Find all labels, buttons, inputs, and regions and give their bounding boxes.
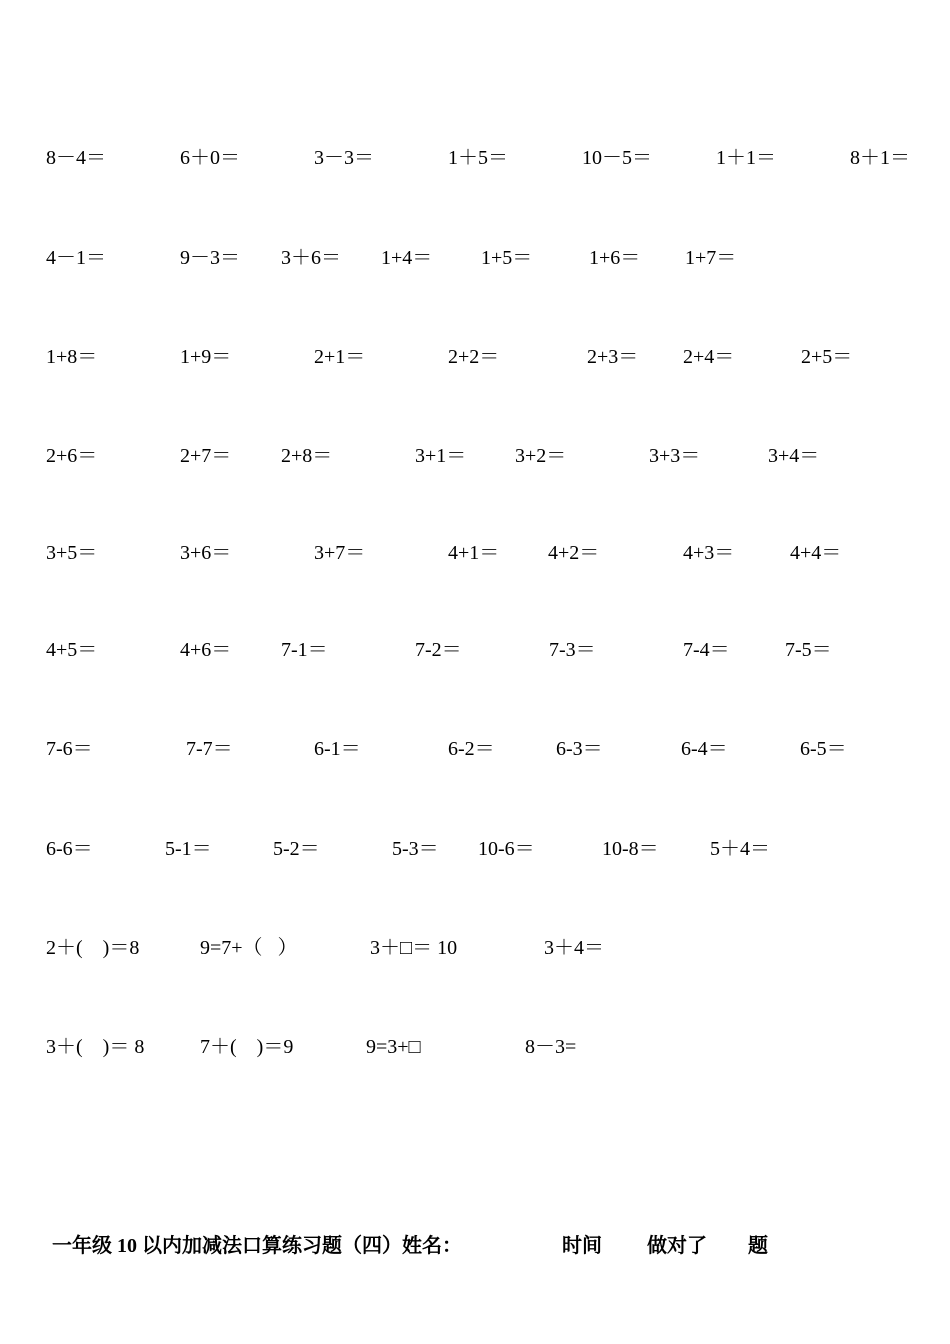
problem-row-10 bbox=[0, 1032, 950, 1062]
problem: 1+7＝ bbox=[685, 247, 737, 269]
problem: 6-6＝ bbox=[46, 838, 93, 860]
problem: 4+5＝ bbox=[46, 639, 98, 661]
problem: 3+6＝ bbox=[180, 542, 232, 564]
problem: 4+1＝ bbox=[448, 542, 500, 564]
problem: 7-7＝ bbox=[186, 738, 233, 760]
problem: 7-2＝ bbox=[415, 639, 462, 661]
problem: 5-1＝ bbox=[165, 838, 212, 860]
problem-row-2 bbox=[0, 243, 950, 273]
problem: 1＋5＝ bbox=[448, 147, 508, 169]
problem: 3－3＝ bbox=[314, 147, 374, 169]
problem-row-4 bbox=[0, 441, 950, 471]
problem: 4+2＝ bbox=[548, 542, 600, 564]
problem: 2+1＝ bbox=[314, 346, 366, 368]
problem: 1+8＝ bbox=[46, 346, 98, 368]
problem: 8＋1＝ bbox=[850, 147, 910, 169]
time-label: 时间 bbox=[562, 1235, 602, 1257]
problem: 4+6＝ bbox=[180, 639, 232, 661]
problem: 10-6＝ bbox=[478, 838, 535, 860]
problem: 7＋( )＝9 bbox=[200, 1036, 294, 1058]
problem: 5-3＝ bbox=[392, 838, 439, 860]
problem-row-3 bbox=[0, 342, 950, 372]
problem: 10-8＝ bbox=[602, 838, 659, 860]
problem: 2+6＝ bbox=[46, 445, 98, 467]
problem: 3+4＝ bbox=[768, 445, 820, 467]
questions-label: 题 bbox=[748, 1235, 768, 1257]
problem: 7-3＝ bbox=[549, 639, 596, 661]
problem: 1+5＝ bbox=[481, 247, 533, 269]
problem-row-1 bbox=[0, 143, 950, 173]
problem-row-9 bbox=[0, 933, 950, 963]
worksheet-footer bbox=[0, 1230, 950, 1262]
problem: 9=7+（ ） bbox=[200, 937, 298, 959]
problem: 3+3＝ bbox=[649, 445, 701, 467]
problem: 2+4＝ bbox=[683, 346, 735, 368]
problem: 4+3＝ bbox=[683, 542, 735, 564]
problem: 2＋( )＝8 bbox=[46, 937, 140, 959]
problem: 5-2＝ bbox=[273, 838, 320, 860]
problem: 10－5＝ bbox=[582, 147, 652, 169]
problem-row-7 bbox=[0, 734, 950, 764]
problem-row-8 bbox=[0, 834, 950, 864]
problem: 7-1＝ bbox=[281, 639, 328, 661]
problem-row-5 bbox=[0, 538, 950, 568]
correct-label: 做对了 bbox=[647, 1235, 707, 1257]
problem: 3+5＝ bbox=[46, 542, 98, 564]
problem: 2+2＝ bbox=[448, 346, 500, 368]
problem: 3＋□＝ 10 bbox=[370, 937, 458, 959]
problem: 1+6＝ bbox=[589, 247, 641, 269]
problem-row-6 bbox=[0, 635, 950, 665]
problem: 4－1＝ bbox=[46, 247, 106, 269]
problem: 3+2＝ bbox=[515, 445, 567, 467]
problem: 3＋6＝ bbox=[281, 247, 341, 269]
problem: 3+1＝ bbox=[415, 445, 467, 467]
problem: 2+8＝ bbox=[281, 445, 333, 467]
problem: 1＋1＝ bbox=[716, 147, 776, 169]
problem: 3＋( )＝ 8 bbox=[46, 1036, 145, 1058]
problem: 8－3= bbox=[525, 1036, 577, 1058]
problem: 2+7＝ bbox=[180, 445, 232, 467]
problem: 3＋4＝ bbox=[544, 937, 604, 959]
problem: 4+4＝ bbox=[790, 542, 842, 564]
problem: 6-1＝ bbox=[314, 738, 361, 760]
worksheet-title: 一年级 10 以内加减法口算练习题（四）姓名： bbox=[52, 1235, 462, 1257]
problem: 7-4＝ bbox=[683, 639, 730, 661]
problem: 8－4＝ bbox=[46, 147, 106, 169]
problem: 9=3+□ bbox=[366, 1036, 421, 1058]
problem: 6-3＝ bbox=[556, 738, 603, 760]
problem: 6＋0＝ bbox=[180, 147, 240, 169]
problem: 2+3＝ bbox=[587, 346, 639, 368]
problem: 1+9＝ bbox=[180, 346, 232, 368]
problem: 1+4＝ bbox=[381, 247, 433, 269]
problem: 3+7＝ bbox=[314, 542, 366, 564]
problem: 5＋4＝ bbox=[710, 838, 770, 860]
problem: 2+5＝ bbox=[801, 346, 853, 368]
problem: 7-5＝ bbox=[785, 639, 832, 661]
problem: 6-2＝ bbox=[448, 738, 495, 760]
problem: 7-6＝ bbox=[46, 738, 93, 760]
problem: 6-5＝ bbox=[800, 738, 847, 760]
problem: 6-4＝ bbox=[681, 738, 728, 760]
problem: 9－3＝ bbox=[180, 247, 240, 269]
